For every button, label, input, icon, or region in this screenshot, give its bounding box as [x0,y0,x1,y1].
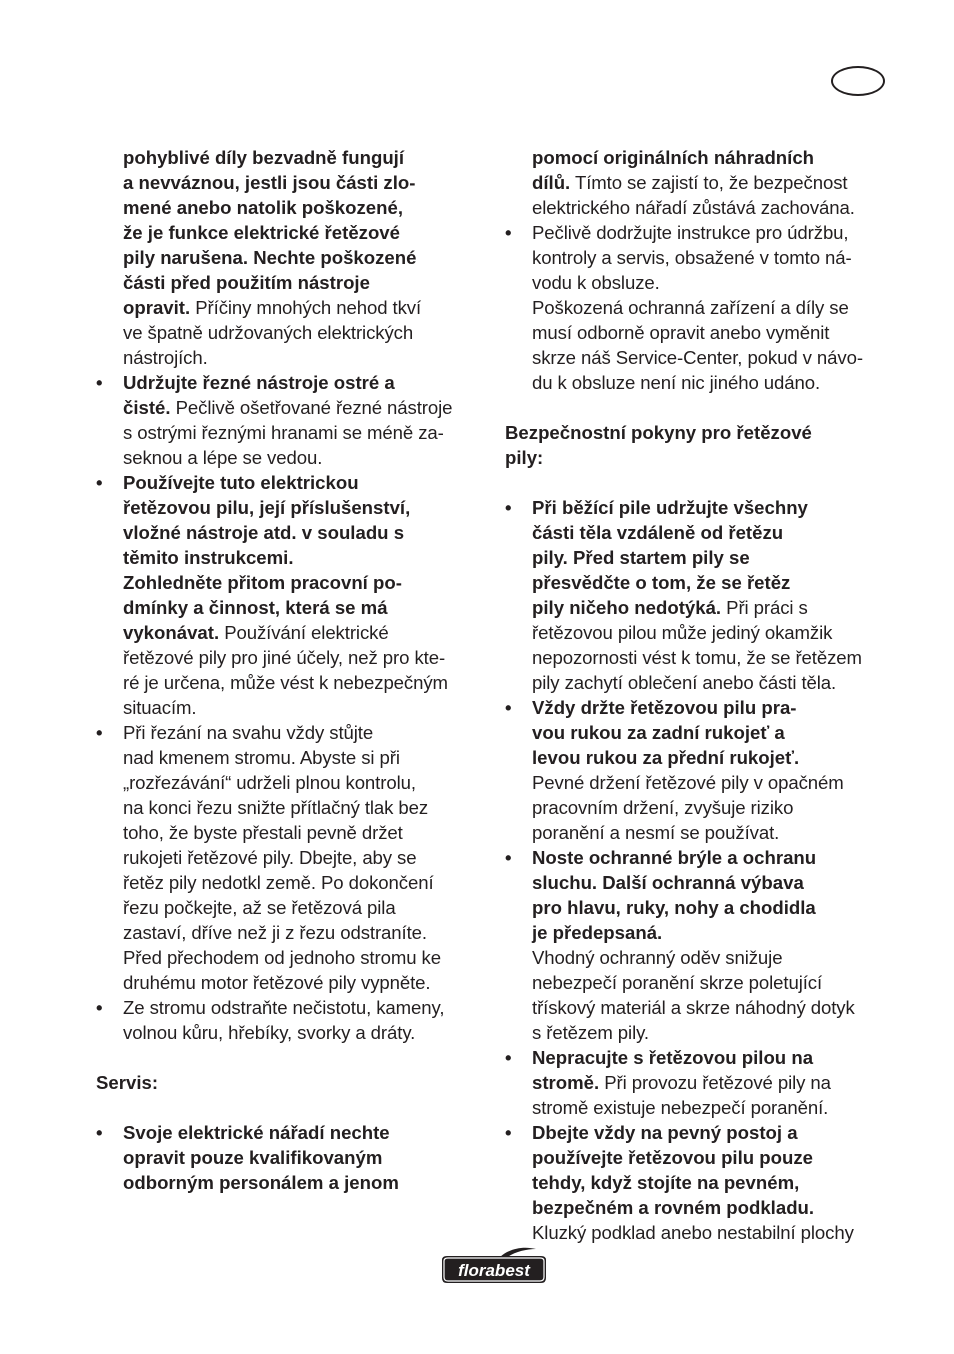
bullet-item-maintenance [505,220,895,395]
mixed-line [532,170,895,195]
text-line: elektrického nářadí zůstává zachována. [532,197,855,218]
text-line: třískový materiál a skrze náhodný dotyk [532,997,855,1018]
text-line: nebezpečí poranění skrze poletující [532,972,823,993]
text-line: Nepracujte s řetězovou pilou na [532,1047,814,1068]
text-line: pily zachytí oblečení anebo části těla. [532,672,837,693]
text-line: Kluzký podklad anebo nestabilní plochy [532,1222,854,1243]
regular-run: Pečlivě ošetřované řezné nástroje [170,397,453,418]
bullet-item-slope-cutting [96,720,486,995]
text-line: je předepsaná. [532,922,663,943]
text-line: řezu počkejte, až se řetězová pila [123,897,396,918]
text-line: Pevné držení řetězové pily v opačném [532,772,844,793]
text-line: stromě existuje nebezpečí poranění. [532,1097,829,1118]
regular-run: Při práci s [721,597,808,618]
text-line: přesvědčte o tom, že se řetěz [532,572,791,593]
bullet: • [505,847,512,868]
bullet-item-keep-body-away [505,495,895,695]
regular-run: Tímto se zajistí to, že bezpečnost [570,172,848,193]
spacer [505,395,895,420]
text-line: Před přechodem od jednoho stromu ke [123,947,441,968]
bold-run: dílů. [532,172,571,193]
bullet: • [96,372,103,393]
text-line: pro hlavu, ruky, nohy a chodidla [532,897,816,918]
text-line: tehdy, když stojíte na pevném, [532,1172,800,1193]
text-line: Svoje elektrické nářadí nechte [123,1122,390,1143]
bullet: • [505,1122,512,1143]
text-line: s řetězem pily. [532,1022,649,1043]
text-line: Při běžící pile udržujte všechny [532,497,808,518]
text-line: odborným personálem a jenom [123,1172,399,1193]
text-line: Zohledněte přitom pracovní po- [123,572,402,593]
text-line: Dbejte vždy na pevný postoj a [532,1122,798,1143]
text-line: Vhodný ochranný oděv snižuje [532,947,783,968]
text-line: pily. Před startem pily se [532,547,750,568]
left-column [96,145,486,1195]
text-line: Ze stromu odstraňte nečistotu, kameny, [123,997,445,1018]
text-line: seknou a lépe se vedou. [123,447,323,468]
text-line: že je funkce elektrické řetězové [123,222,400,243]
text-line: nástrojích. [123,347,208,368]
text-line: ve špatně udržovaných elektrických [123,322,414,343]
text-line: s ostrými řeznými hranami se méně za- [123,422,444,443]
text-line: mené anebo natolik poškozené, [123,197,404,218]
bold-run: čisté. [123,397,171,418]
text-line: pohyblivé díly bezvadně fungují [123,147,405,168]
bullet: • [96,1122,103,1143]
text-line: řetězovou pilu, její příslušenství, [123,497,411,518]
bold-run: pily ničeho nedotýká. [532,597,722,618]
bullet: • [505,1047,512,1068]
text-line: vou rukou za zadní rukojeť a [532,722,785,743]
text-line: zastaví, dříve než ji z řezu odstraníte. [123,922,427,943]
text-line: kontroly a servis, obsažené v tomto ná- [532,247,852,268]
mixed-line [532,1070,895,1095]
regular-run: Používání elektrické [219,622,389,643]
text-line: levou rukou za přední rukojeť. [532,747,800,768]
text-line: řetěz pily nedotkl země. Po dokončení [123,872,434,893]
text-line: části těla vzdáleně od řetězu [532,522,784,543]
bullet-item-sharp-tools [96,370,486,470]
bullet-item-protective-gear [505,845,895,1045]
text-line: používejte řetězovou pilu pouze [532,1147,813,1168]
bullet: • [96,997,103,1018]
text-line: nepozornosti vést k tomu, že se řetězem [532,647,862,668]
bullet-item-firm-footing [505,1120,895,1245]
text-line: toho, že byste přestali pevně držet [123,822,403,843]
mixed-line [532,595,895,620]
mixed-line [123,295,486,320]
text-line: Noste ochranné brýle a ochranu [532,847,817,868]
text-line: ré je určena, může vést k nebezpečným [123,672,448,693]
left-continued-paragraph [96,145,486,370]
logo-text: florabest [458,1261,530,1280]
regular-run: Příčiny mnohých nehod tkví [190,297,422,318]
text-line: sluchu. Další ochranná výbava [532,872,804,893]
text-line: Vždy držte řetězovou pilu pra- [532,697,797,718]
bullet: • [505,222,512,243]
bullet-item-not-in-tree [505,1045,895,1120]
text-line: bezpečném a rovném podkladu. [532,1197,815,1218]
regular-run: Při provozu řetězové pily na [599,1072,831,1093]
bullet-item-hold-saw [505,695,895,845]
text-line: „rozřezávání“ udrželi plnou kontrolu, [123,772,416,793]
text-line: dmínky a činnost, která se má [123,597,388,618]
bullet: • [96,722,103,743]
text-line: Udržujte řezné nástroje ostré a [123,372,395,393]
bullet-item-use-instructions [96,470,486,720]
text-line: na konci řezu snižte přítlačný tlak bez [123,797,429,818]
section-heading-chainsaw-safety [505,420,895,470]
text-line: du k obsluze není nic jiného udáno. [532,372,821,393]
text-line: pily narušena. Nechte poškozené [123,247,417,268]
mixed-line [123,395,486,420]
text-line: opravit pouze kvalifikovaným [123,1147,383,1168]
bullet: • [505,497,512,518]
florabest-logo [438,1246,550,1286]
bullet: • [96,472,103,493]
text-line: pomocí originálních náhradních [532,147,815,168]
spacer [96,1045,486,1070]
bold-run: opravit. [123,297,191,318]
language-badge-oval [831,66,885,96]
text-line: vložné nástroje atd. v souladu s [123,522,405,543]
text-line: řetězovou pilou může jediný okamžik [532,622,833,643]
text-line: volnou kůru, hřebíky, svorky a dráty. [123,1022,416,1043]
bullet: • [505,697,512,718]
heading-line: pily: [505,447,544,468]
text-line: skrze náš Service-Center, pokud v návo- [532,347,863,368]
bold-run: stromě. [532,1072,600,1093]
text-line: těmito instrukcemi. [123,547,294,568]
section-heading-servis: Servis: [96,1072,159,1093]
text-line: a nevváznou, jestli jsou části zlo- [123,172,416,193]
text-line: Poškozená ochranná zařízení a díly se [532,297,849,318]
text-line: části před použitím nástroje [123,272,370,293]
text-line: řetězové pily pro jiné účely, než pro kte- [123,647,446,668]
mixed-line [123,620,486,645]
text-line: nad kmenem stromu. Abyste si při [123,747,400,768]
spacer [505,470,895,495]
text-line: situacím. [123,697,197,718]
text-line: Pečlivě dodržujte instrukce pro údržbu, [532,222,849,243]
spacer [96,1095,486,1120]
text-line: druhému motor řetězové pily vypněte. [123,972,431,993]
heading-line: Bezpečnostní pokyny pro řetězové [505,422,812,443]
text-line: poranění a nesmí se používat. [532,822,780,843]
right-continued-paragraph [505,145,895,220]
bold-run: vykonávat. [123,622,220,643]
text-line: vodu k obsluze. [532,272,660,293]
bullet-item-remove-debris [96,995,486,1045]
text-line: musí odborně opravit anebo vyměnit [532,322,830,343]
text-line: pracovním držení, zvyšuje riziko [532,797,794,818]
text-line: rukojeti řetězové pily. Dbejte, aby se [123,847,417,868]
right-column [505,145,895,1245]
text-line: Při řezání na svahu vždy stůjte [123,722,374,743]
bullet-item-qualified-repair [96,1120,486,1195]
text-line: Používejte tuto elektrickou [123,472,359,493]
